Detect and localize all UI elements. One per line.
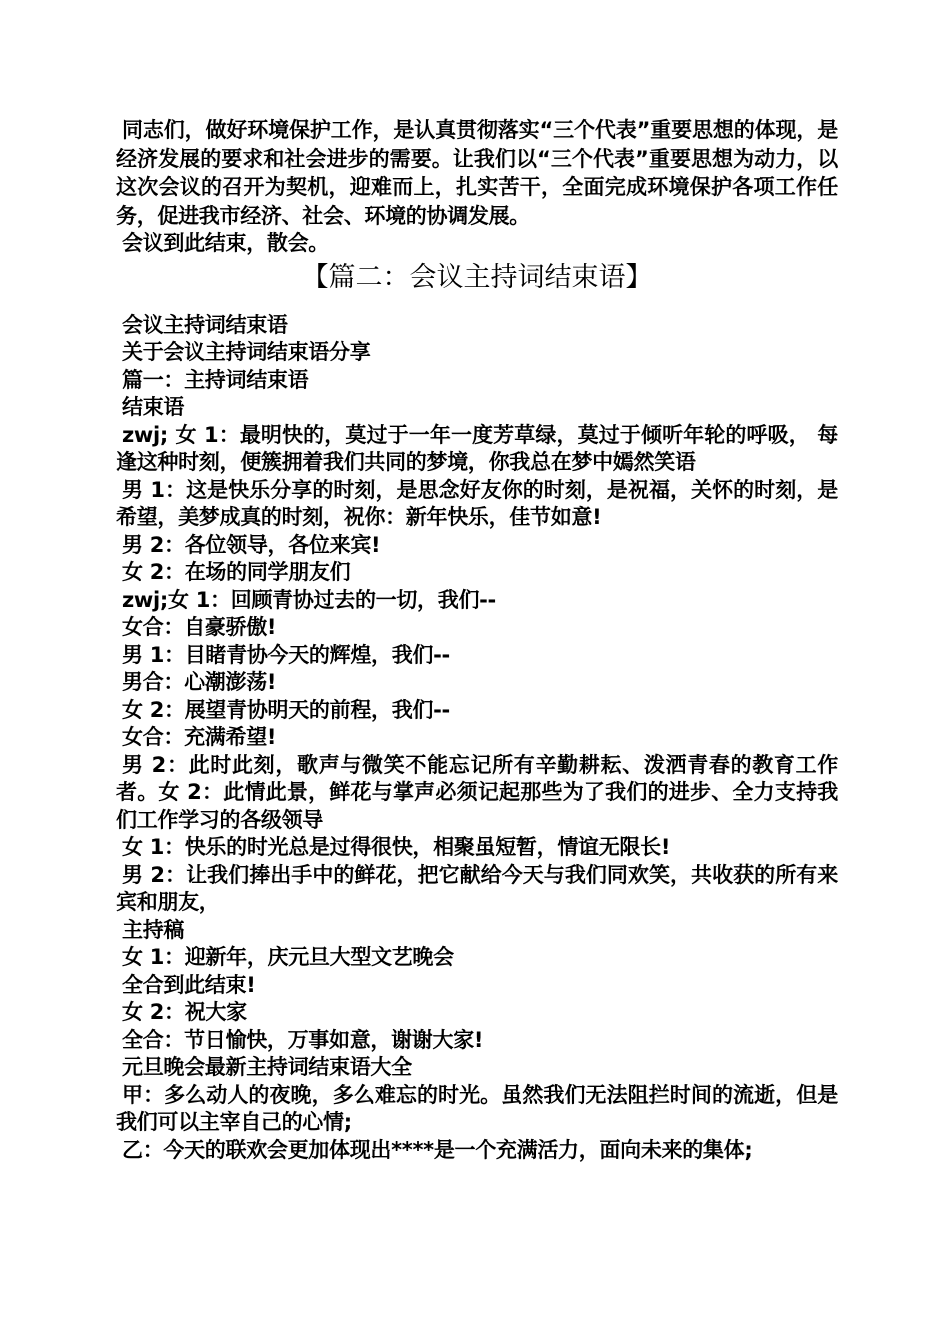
body-line: zwj;女 1：回顾青协过去的一切，我们--: [122, 587, 496, 612]
body-paragraph: 男 2：让我们捧出手中的鲜花，把它献给今天与我们同欢笑，共收获的所有来宾和朋友，: [116, 862, 838, 915]
intro-closing: 会议到此结束，散会。: [122, 231, 329, 256]
body-line: 女 2：展望青协明天的前程，我们--: [122, 697, 450, 722]
section-heading: 【篇二：会议主持词结束语】: [301, 261, 653, 293]
body-line: 结束语: [122, 395, 185, 420]
body-line: 女合：充满希望!: [122, 725, 277, 750]
body-paragraph: 男 2：此时此刻，歌声与微笑不能忘记所有辛勤耕耘、泼洒青春的教育工作者。女 2：此情此景，鲜花与掌声必须记起那些为了我们的进步、全力支持我们工作学习的各级领导: [116, 752, 838, 832]
body-line: 会议主持词结束语: [122, 312, 288, 337]
body-paragraph: zwj; 女 1：最明快的，莫过于一年一度芳草绿，莫过于倾听年轮的呼吸， 每逢这种时刻，便簇拥着我们共同的梦境，你我总在梦中嫣然笑语: [116, 422, 838, 475]
body-line: 女 1：迎新年，庆元旦大型文艺晚会: [122, 945, 454, 970]
body-line: 男 1：目睹青协今天的辉煌，我们--: [122, 642, 450, 667]
body-line: 男 2：各位领导，各位来宾!: [122, 532, 381, 557]
body-line: 女 2：在场的同学朋友们: [122, 560, 351, 585]
body-line: 关于会议主持词结束语分享: [122, 340, 371, 365]
body-line: 全合到此结束!: [122, 972, 256, 997]
body-line: 元旦晚会最新主持词结束语大全: [122, 1055, 412, 1080]
body-paragraph: 甲：多么动人的夜晚，多么难忘的时光。虽然我们无法阻拦时间的流逝，但是我们可以主宰自己的心情;: [116, 1082, 838, 1135]
body-line: 全合：节日愉快，万事如意，谢谢大家!: [122, 1027, 484, 1052]
body-line: 女 2：祝大家: [122, 1000, 247, 1025]
body-line: 篇一：主持词结束语: [122, 367, 309, 392]
body-line: 女 1：快乐的时光总是过得很快，相聚虽短暂，情谊无限长!: [122, 835, 671, 860]
body-line: 女合：自豪骄傲!: [122, 615, 277, 640]
body-paragraph: 男 1：这是快乐分享的时刻，是思念好友你的时刻，是祝福，关怀的时刻，是希望，美梦成真的时刻，祝你：新年快乐，佳节如意!: [116, 477, 838, 530]
body-line: 乙：今天的联欢会更加体现出****是一个充满活力，面向未来的集体;: [122, 1137, 753, 1162]
document-page: [116, 116, 838, 1164]
intro-paragraph: 同志们，做好环境保护工作，是认真贯彻落实“三个代表”重要思想的体现，是经济发展的要求和社会进步的需要。让我们以“三个代表”重要思想为动力，以这次会议的召开为契机，迎难而上，扎实苦干，全面完成环境保护各项工作任务，促进我市经济、社会、环境的协调发展。: [116, 118, 838, 228]
body-line: 男合：心潮澎荡!: [122, 670, 277, 695]
body-line: 主持稿: [122, 917, 185, 942]
